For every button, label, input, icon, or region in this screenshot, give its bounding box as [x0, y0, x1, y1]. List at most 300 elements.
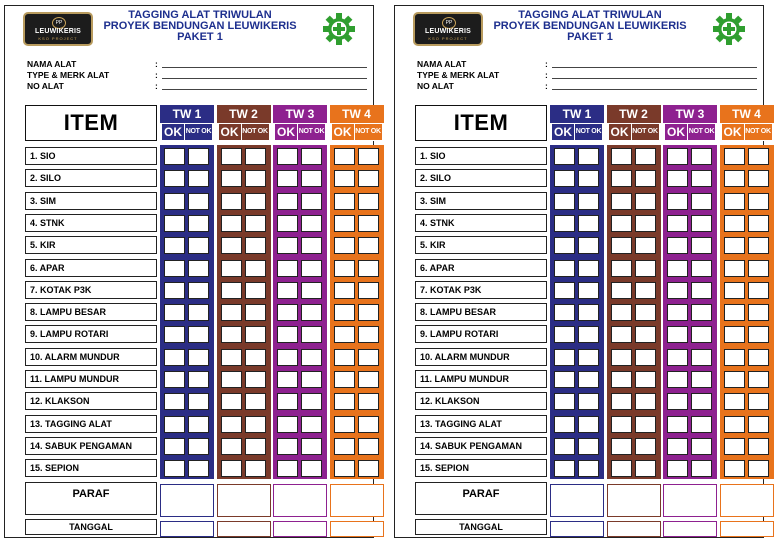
- ok-checkbox[interactable]: [221, 237, 242, 254]
- not-ok-checkbox[interactable]: [635, 193, 656, 210]
- ok-checkbox[interactable]: [724, 416, 745, 433]
- ok-checkbox[interactable]: [554, 215, 575, 232]
- ok-checkbox[interactable]: [334, 416, 355, 433]
- not-ok-checkbox[interactable]: [691, 282, 712, 299]
- not-ok-checkbox[interactable]: [578, 237, 599, 254]
- ok-checkbox[interactable]: [667, 326, 688, 343]
- not-ok-checkbox[interactable]: [358, 371, 379, 388]
- not-ok-checkbox[interactable]: [301, 416, 322, 433]
- not-ok-checkbox[interactable]: [245, 349, 266, 366]
- field-colon: :: [545, 70, 548, 80]
- not-ok-checkbox[interactable]: [188, 326, 209, 343]
- ok-checkbox[interactable]: [277, 215, 298, 232]
- not-ok-checkbox[interactable]: [301, 349, 322, 366]
- ok-checkbox[interactable]: [277, 393, 298, 410]
- not-ok-checkbox[interactable]: [188, 282, 209, 299]
- ok-checkbox[interactable]: [611, 326, 632, 343]
- title-line-3: PAKET 1: [567, 31, 613, 43]
- not-ok-checkbox[interactable]: [245, 215, 266, 232]
- not-ok-checkbox[interactable]: [301, 304, 322, 321]
- not-ok-checkbox[interactable]: [578, 215, 599, 232]
- ok-checkbox[interactable]: [554, 326, 575, 343]
- not-ok-checkbox[interactable]: [578, 416, 599, 433]
- not-ok-checkbox[interactable]: [748, 260, 769, 277]
- card-title: [100, 10, 300, 43]
- not-ok-checkbox[interactable]: [188, 260, 209, 277]
- ok-checkbox[interactable]: [724, 237, 745, 254]
- not-ok-checkbox[interactable]: [188, 170, 209, 187]
- ok-checkbox[interactable]: [554, 416, 575, 433]
- ok-checkbox[interactable]: [334, 170, 355, 187]
- not-ok-checkbox[interactable]: [188, 237, 209, 254]
- not-ok-checkbox[interactable]: [188, 438, 209, 455]
- logo-mark: PP: [442, 17, 456, 29]
- not-ok-checkbox[interactable]: [691, 215, 712, 232]
- ok-label: OK: [610, 125, 629, 139]
- ok-checkbox[interactable]: [667, 193, 688, 210]
- ok-checkbox[interactable]: [667, 260, 688, 277]
- item-row-label: 5. KIR: [25, 236, 157, 254]
- not-ok-checkbox[interactable]: [748, 237, 769, 254]
- quarter-column-1: [160, 105, 214, 141]
- ok-checkbox[interactable]: [667, 349, 688, 366]
- not-ok-checkbox[interactable]: [748, 349, 769, 366]
- ok-checkbox[interactable]: [724, 460, 745, 477]
- paraf-box[interactable]: [217, 484, 271, 517]
- not-ok-checkbox[interactable]: [358, 260, 379, 277]
- not-ok-checkbox[interactable]: [635, 393, 656, 410]
- not-ok-checkbox[interactable]: [245, 282, 266, 299]
- ok-checkbox[interactable]: [277, 170, 298, 187]
- ok-checkbox[interactable]: [221, 170, 242, 187]
- not-ok-checkbox[interactable]: [691, 393, 712, 410]
- quarter-check-area: [217, 145, 271, 479]
- not-ok-checkbox[interactable]: [245, 170, 266, 187]
- not-ok-checkbox[interactable]: [578, 393, 599, 410]
- ok-checkbox[interactable]: [277, 237, 298, 254]
- ok-checkbox[interactable]: [554, 237, 575, 254]
- not-ok-checkbox[interactable]: [635, 282, 656, 299]
- not-ok-checkbox[interactable]: [578, 282, 599, 299]
- ok-checkbox[interactable]: [334, 371, 355, 388]
- not-ok-checkbox[interactable]: [635, 438, 656, 455]
- not-ok-checkbox[interactable]: [635, 349, 656, 366]
- not-ok-checkbox[interactable]: [748, 215, 769, 232]
- not-ok-checkbox[interactable]: [188, 416, 209, 433]
- field-line: [552, 89, 757, 90]
- not-ok-checkbox[interactable]: [245, 148, 266, 165]
- ok-checkbox[interactable]: [334, 282, 355, 299]
- ok-checkbox[interactable]: [334, 438, 355, 455]
- field-nama-alat[interactable]: [27, 59, 367, 70]
- ok-checkbox[interactable]: [611, 260, 632, 277]
- not-ok-checkbox[interactable]: [245, 393, 266, 410]
- ok-checkbox[interactable]: [667, 215, 688, 232]
- field-line: [552, 78, 757, 79]
- not-ok-checkbox[interactable]: [691, 237, 712, 254]
- not-ok-checkbox[interactable]: [691, 326, 712, 343]
- ok-checkbox[interactable]: [611, 393, 632, 410]
- ok-checkbox[interactable]: [554, 170, 575, 187]
- not-ok-checkbox[interactable]: [578, 170, 599, 187]
- item-row-label: 15. SEPION: [415, 459, 547, 477]
- ok-checkbox[interactable]: [277, 326, 298, 343]
- quarter-header: TW 4: [330, 105, 384, 123]
- not-ok-checkbox[interactable]: [188, 349, 209, 366]
- not-ok-label: NOT OK: [242, 124, 269, 140]
- quarter-check-area: [720, 145, 774, 479]
- ok-checkbox[interactable]: [164, 326, 185, 343]
- ok-checkbox[interactable]: [334, 260, 355, 277]
- not-ok-checkbox[interactable]: [748, 193, 769, 210]
- not-ok-checkbox[interactable]: [358, 170, 379, 187]
- not-ok-checkbox[interactable]: [245, 371, 266, 388]
- ok-checkbox[interactable]: [277, 193, 298, 210]
- ok-checkbox[interactable]: [611, 148, 632, 165]
- field-no-alat[interactable]: [27, 81, 367, 92]
- ok-checkbox[interactable]: [221, 260, 242, 277]
- ok-checkbox[interactable]: [221, 438, 242, 455]
- ok-checkbox[interactable]: [164, 282, 185, 299]
- not-ok-checkbox[interactable]: [691, 371, 712, 388]
- not-ok-checkbox[interactable]: [188, 460, 209, 477]
- tanggal-box[interactable]: [550, 521, 604, 537]
- ok-checkbox[interactable]: [277, 260, 298, 277]
- ok-checkbox[interactable]: [554, 304, 575, 321]
- ok-checkbox[interactable]: [724, 304, 745, 321]
- not-ok-checkbox[interactable]: [188, 148, 209, 165]
- not-ok-checkbox[interactable]: [748, 282, 769, 299]
- tanggal-box[interactable]: [720, 521, 774, 537]
- not-ok-checkbox[interactable]: [358, 326, 379, 343]
- item-row-label: 9. LAMPU ROTARI: [415, 325, 547, 343]
- not-ok-checkbox[interactable]: [578, 438, 599, 455]
- paraf-box[interactable]: [273, 484, 327, 517]
- not-ok-checkbox[interactable]: [301, 393, 322, 410]
- ok-checkbox[interactable]: [164, 349, 185, 366]
- not-ok-checkbox[interactable]: [691, 260, 712, 277]
- field-colon: :: [545, 81, 548, 91]
- not-ok-checkbox[interactable]: [301, 282, 322, 299]
- ok-checkbox[interactable]: [164, 148, 185, 165]
- quarter-column-2: [217, 105, 271, 141]
- not-ok-checkbox[interactable]: [301, 215, 322, 232]
- ok-checkbox[interactable]: [724, 282, 745, 299]
- ok-checkbox[interactable]: [334, 193, 355, 210]
- ok-checkbox[interactable]: [164, 215, 185, 232]
- ok-checkbox[interactable]: [554, 260, 575, 277]
- item-row-label: 9. LAMPU ROTARI: [25, 325, 157, 343]
- ok-checkbox[interactable]: [221, 282, 242, 299]
- quarter-subheader: [720, 123, 774, 141]
- ok-checkbox[interactable]: [724, 326, 745, 343]
- tanggal-box[interactable]: [160, 521, 214, 537]
- ok-checkbox[interactable]: [554, 438, 575, 455]
- not-ok-checkbox[interactable]: [301, 326, 322, 343]
- not-ok-checkbox[interactable]: [578, 371, 599, 388]
- ok-checkbox[interactable]: [611, 282, 632, 299]
- not-ok-checkbox[interactable]: [301, 438, 322, 455]
- not-ok-checkbox[interactable]: [748, 460, 769, 477]
- ok-checkbox[interactable]: [724, 393, 745, 410]
- not-ok-checkbox[interactable]: [358, 416, 379, 433]
- field-label: NAMA ALAT: [417, 59, 467, 69]
- not-ok-checkbox[interactable]: [188, 393, 209, 410]
- not-ok-checkbox[interactable]: [301, 260, 322, 277]
- ok-checkbox[interactable]: [277, 416, 298, 433]
- not-ok-checkbox[interactable]: [748, 170, 769, 187]
- item-row-label: 4. STNK: [25, 214, 157, 232]
- not-ok-checkbox[interactable]: [188, 371, 209, 388]
- ok-checkbox[interactable]: [334, 349, 355, 366]
- not-ok-checkbox[interactable]: [748, 326, 769, 343]
- paraf-box[interactable]: [720, 484, 774, 517]
- ok-checkbox[interactable]: [724, 371, 745, 388]
- item-row-label: 7. KOTAK P3K: [25, 281, 157, 299]
- ok-checkbox[interactable]: [164, 170, 185, 187]
- ok-checkbox[interactable]: [724, 438, 745, 455]
- ok-checkbox[interactable]: [221, 215, 242, 232]
- ok-checkbox[interactable]: [611, 237, 632, 254]
- ok-checkbox[interactable]: [277, 371, 298, 388]
- ok-checkbox[interactable]: [221, 349, 242, 366]
- quarter-subheader: [663, 123, 717, 141]
- ok-checkbox[interactable]: [554, 349, 575, 366]
- logo-subtitle: KSO PROJECT: [38, 36, 78, 41]
- ok-checkbox[interactable]: [611, 215, 632, 232]
- ok-checkbox[interactable]: [554, 193, 575, 210]
- not-ok-checkbox[interactable]: [358, 460, 379, 477]
- quarter-subheader: [330, 123, 384, 141]
- ok-checkbox[interactable]: [164, 237, 185, 254]
- ok-checkbox[interactable]: [611, 438, 632, 455]
- not-ok-checkbox[interactable]: [635, 326, 656, 343]
- not-ok-checkbox[interactable]: [301, 237, 322, 254]
- not-ok-checkbox[interactable]: [635, 148, 656, 165]
- not-ok-checkbox[interactable]: [301, 193, 322, 210]
- ok-checkbox[interactable]: [334, 148, 355, 165]
- quarter-subheader: [160, 123, 214, 141]
- not-ok-checkbox[interactable]: [578, 148, 599, 165]
- not-ok-checkbox[interactable]: [358, 393, 379, 410]
- field-line: [162, 78, 367, 79]
- ok-checkbox[interactable]: [611, 193, 632, 210]
- not-ok-checkbox[interactable]: [358, 215, 379, 232]
- not-ok-checkbox[interactable]: [691, 438, 712, 455]
- not-ok-checkbox[interactable]: [748, 304, 769, 321]
- not-ok-checkbox[interactable]: [358, 349, 379, 366]
- not-ok-checkbox[interactable]: [188, 215, 209, 232]
- not-ok-checkbox[interactable]: [245, 326, 266, 343]
- quarter-check-area: [330, 145, 384, 479]
- ok-checkbox[interactable]: [667, 371, 688, 388]
- not-ok-checkbox[interactable]: [358, 304, 379, 321]
- ok-checkbox[interactable]: [667, 237, 688, 254]
- ok-checkbox[interactable]: [667, 148, 688, 165]
- field-label: NAMA ALAT: [27, 59, 77, 69]
- not-ok-checkbox[interactable]: [635, 170, 656, 187]
- ok-checkbox[interactable]: [611, 170, 632, 187]
- ok-checkbox[interactable]: [221, 326, 242, 343]
- ok-checkbox[interactable]: [724, 215, 745, 232]
- ok-checkbox[interactable]: [221, 304, 242, 321]
- ok-checkbox[interactable]: [221, 460, 242, 477]
- not-ok-checkbox[interactable]: [578, 304, 599, 321]
- ok-checkbox[interactable]: [221, 393, 242, 410]
- not-ok-checkbox[interactable]: [691, 148, 712, 165]
- ok-checkbox[interactable]: [221, 193, 242, 210]
- not-ok-checkbox[interactable]: [301, 148, 322, 165]
- quarter-column-1: [550, 105, 604, 141]
- not-ok-checkbox[interactable]: [691, 193, 712, 210]
- paraf-label: PARAF: [415, 482, 547, 515]
- ok-checkbox[interactable]: [277, 349, 298, 366]
- not-ok-checkbox[interactable]: [301, 170, 322, 187]
- not-ok-checkbox[interactable]: [245, 237, 266, 254]
- ok-checkbox[interactable]: [164, 260, 185, 277]
- not-ok-checkbox[interactable]: [748, 393, 769, 410]
- not-ok-checkbox[interactable]: [188, 304, 209, 321]
- ok-checkbox[interactable]: [277, 438, 298, 455]
- ok-checkbox[interactable]: [611, 460, 632, 477]
- ok-checkbox[interactable]: [554, 148, 575, 165]
- ok-checkbox[interactable]: [277, 148, 298, 165]
- not-ok-checkbox[interactable]: [578, 349, 599, 366]
- not-ok-checkbox[interactable]: [301, 460, 322, 477]
- ok-checkbox[interactable]: [334, 304, 355, 321]
- field-type-merk[interactable]: [417, 70, 757, 81]
- field-no-alat[interactable]: [417, 81, 757, 92]
- field-line: [552, 67, 757, 68]
- paraf-box[interactable]: [330, 484, 384, 517]
- not-ok-checkbox[interactable]: [578, 260, 599, 277]
- not-ok-checkbox[interactable]: [245, 304, 266, 321]
- ok-checkbox[interactable]: [611, 371, 632, 388]
- ok-checkbox[interactable]: [164, 393, 185, 410]
- tanggal-box[interactable]: [217, 521, 271, 537]
- item-row-label: 6. APAR: [25, 259, 157, 277]
- not-ok-checkbox[interactable]: [578, 193, 599, 210]
- ok-checkbox[interactable]: [277, 282, 298, 299]
- item-row-label: 2. SILO: [415, 169, 547, 187]
- ok-checkbox[interactable]: [164, 371, 185, 388]
- not-ok-checkbox[interactable]: [245, 438, 266, 455]
- ok-checkbox[interactable]: [164, 416, 185, 433]
- ok-checkbox[interactable]: [334, 460, 355, 477]
- ok-checkbox[interactable]: [554, 393, 575, 410]
- ok-checkbox[interactable]: [724, 170, 745, 187]
- ok-checkbox[interactable]: [554, 460, 575, 477]
- ok-checkbox[interactable]: [724, 260, 745, 277]
- ok-checkbox[interactable]: [724, 193, 745, 210]
- ok-checkbox[interactable]: [667, 393, 688, 410]
- not-ok-checkbox[interactable]: [578, 326, 599, 343]
- not-ok-checkbox[interactable]: [245, 193, 266, 210]
- ok-checkbox[interactable]: [221, 148, 242, 165]
- not-ok-checkbox[interactable]: [358, 193, 379, 210]
- not-ok-checkbox[interactable]: [691, 460, 712, 477]
- ok-checkbox[interactable]: [221, 371, 242, 388]
- not-ok-checkbox[interactable]: [635, 371, 656, 388]
- ok-checkbox[interactable]: [554, 371, 575, 388]
- ok-checkbox[interactable]: [667, 416, 688, 433]
- ok-checkbox[interactable]: [164, 193, 185, 210]
- ok-checkbox[interactable]: [667, 170, 688, 187]
- ok-checkbox[interactable]: [277, 304, 298, 321]
- not-ok-checkbox[interactable]: [245, 460, 266, 477]
- not-ok-checkbox[interactable]: [358, 148, 379, 165]
- field-type-merk[interactable]: [27, 70, 367, 81]
- ok-checkbox[interactable]: [667, 282, 688, 299]
- ok-checkbox[interactable]: [611, 349, 632, 366]
- quarter-column-3: [663, 105, 717, 141]
- not-ok-checkbox[interactable]: [578, 460, 599, 477]
- item-row-label: 3. SIM: [25, 192, 157, 210]
- not-ok-checkbox[interactable]: [301, 371, 322, 388]
- ok-checkbox[interactable]: [724, 148, 745, 165]
- ok-checkbox[interactable]: [334, 237, 355, 254]
- ok-checkbox[interactable]: [334, 393, 355, 410]
- not-ok-checkbox[interactable]: [691, 349, 712, 366]
- ok-checkbox[interactable]: [164, 438, 185, 455]
- not-ok-checkbox[interactable]: [748, 371, 769, 388]
- not-ok-checkbox[interactable]: [245, 416, 266, 433]
- not-ok-checkbox[interactable]: [635, 260, 656, 277]
- not-ok-checkbox[interactable]: [748, 148, 769, 165]
- ok-checkbox[interactable]: [667, 438, 688, 455]
- ok-checkbox[interactable]: [221, 416, 242, 433]
- not-ok-checkbox[interactable]: [691, 170, 712, 187]
- not-ok-checkbox[interactable]: [635, 460, 656, 477]
- tanggal-box[interactable]: [663, 521, 717, 537]
- ok-checkbox[interactable]: [277, 460, 298, 477]
- ok-checkbox[interactable]: [164, 460, 185, 477]
- not-ok-checkbox[interactable]: [358, 237, 379, 254]
- ok-checkbox[interactable]: [334, 215, 355, 232]
- not-ok-checkbox[interactable]: [748, 438, 769, 455]
- not-ok-checkbox[interactable]: [691, 304, 712, 321]
- not-ok-checkbox[interactable]: [358, 282, 379, 299]
- tanggal-box[interactable]: [330, 521, 384, 537]
- paraf-box[interactable]: [663, 484, 717, 517]
- not-ok-checkbox[interactable]: [358, 438, 379, 455]
- ok-checkbox[interactable]: [667, 460, 688, 477]
- ok-checkbox[interactable]: [334, 326, 355, 343]
- not-ok-label: NOT OK: [575, 124, 602, 140]
- ok-checkbox[interactable]: [611, 416, 632, 433]
- not-ok-checkbox[interactable]: [245, 260, 266, 277]
- ok-checkbox[interactable]: [554, 282, 575, 299]
- not-ok-checkbox[interactable]: [635, 304, 656, 321]
- ok-checkbox[interactable]: [611, 304, 632, 321]
- not-ok-checkbox[interactable]: [748, 416, 769, 433]
- not-ok-checkbox[interactable]: [691, 416, 712, 433]
- not-ok-checkbox[interactable]: [635, 416, 656, 433]
- ok-checkbox[interactable]: [724, 349, 745, 366]
- paraf-box[interactable]: [607, 484, 661, 517]
- not-ok-checkbox[interactable]: [635, 237, 656, 254]
- paraf-box[interactable]: [550, 484, 604, 517]
- ok-checkbox[interactable]: [164, 304, 185, 321]
- paraf-box[interactable]: [160, 484, 214, 517]
- not-ok-checkbox[interactable]: [188, 193, 209, 210]
- not-ok-checkbox[interactable]: [635, 215, 656, 232]
- field-nama-alat[interactable]: [417, 59, 757, 70]
- tanggal-box[interactable]: [273, 521, 327, 537]
- ok-checkbox[interactable]: [667, 304, 688, 321]
- item-row-label: 3. SIM: [415, 192, 547, 210]
- tanggal-box[interactable]: [607, 521, 661, 537]
